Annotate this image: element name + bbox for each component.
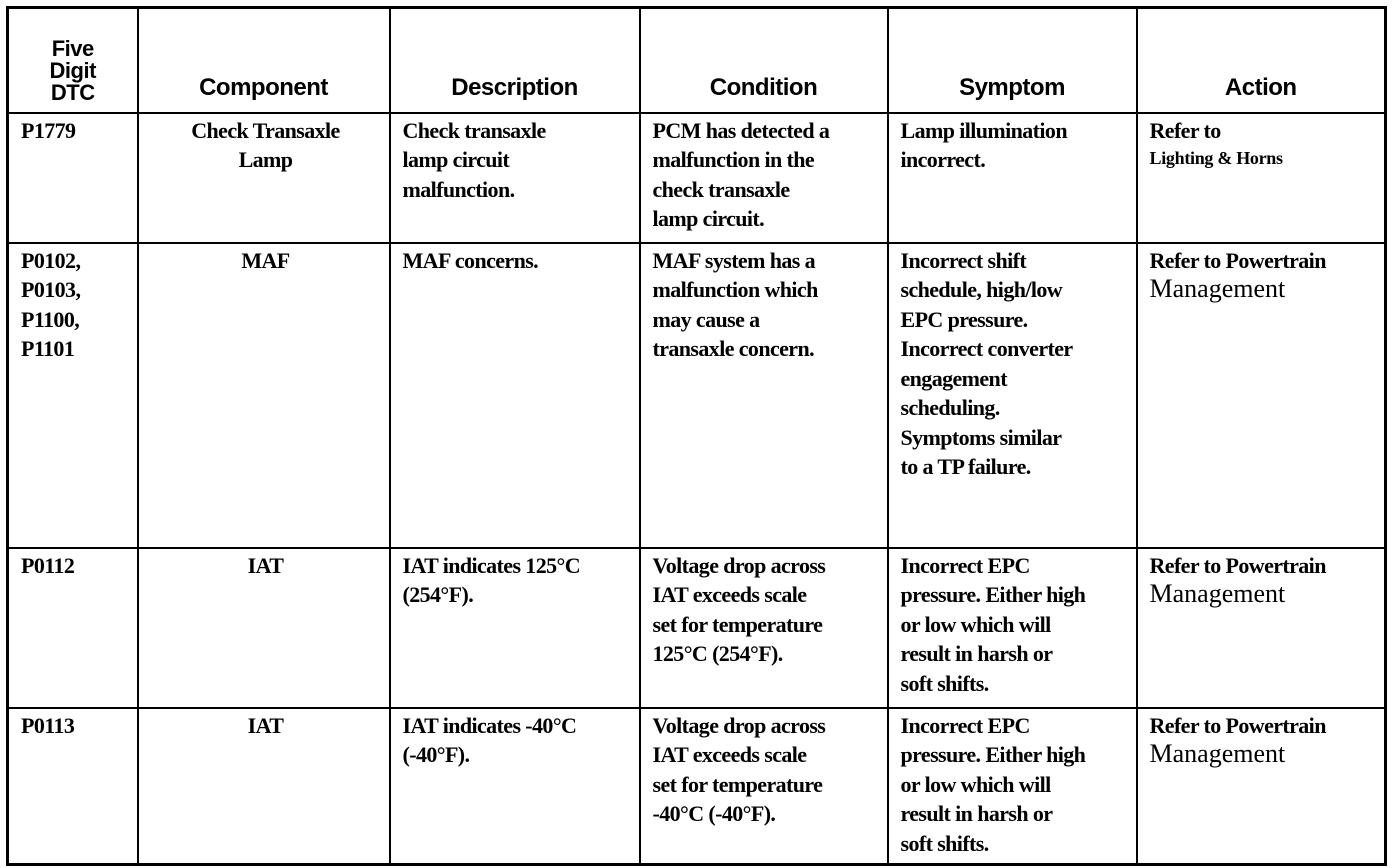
cell-dtc	[8, 708, 138, 865]
cell-condition-line: set for temperature	[652, 611, 823, 637]
cell-description	[390, 548, 640, 708]
cell-condition-line: set for temperature	[652, 771, 823, 797]
cell-symptom-line: pressure. Either high	[900, 742, 1086, 767]
cell-symptom-line: Incorrect EPC	[900, 552, 1030, 578]
cell-symptom-line: Incorrect converter	[900, 336, 1073, 361]
cell-symptom-line: or low which will	[900, 771, 1051, 797]
cell-symptom	[888, 243, 1137, 548]
action-text: Refer to	[1149, 117, 1221, 143]
cell-dtc-line: P0102,	[21, 247, 81, 273]
cell-dtc	[8, 243, 138, 548]
cell-description	[390, 708, 640, 865]
cell-symptom-line: scheduling.	[900, 395, 1000, 420]
action-reference: Lighting & Horns	[1149, 148, 1283, 168]
table-row	[8, 548, 1386, 708]
cell-symptom-line: soft shifts.	[900, 830, 989, 856]
cell-symptom-line: engagement	[900, 365, 1007, 391]
cell-symptom-line: pressure. Either high	[900, 582, 1086, 607]
cell-component-line: Lamp	[238, 147, 293, 172]
cell-description-line: malfunction.	[402, 176, 515, 202]
cell-condition-line: transaxle concern.	[652, 336, 814, 361]
cell-description	[390, 113, 640, 243]
cell-symptom-line: Incorrect EPC	[900, 712, 1030, 738]
cell-dtc	[8, 548, 138, 708]
cell-component-line: Check Transaxle	[191, 117, 340, 143]
cell-condition	[640, 708, 888, 865]
cell-component-line: IAT	[247, 552, 284, 578]
cell-component	[138, 113, 390, 243]
dtc-table	[6, 6, 1387, 866]
cell-symptom-line: Incorrect shift	[900, 247, 1027, 273]
cell-symptom-line: result in harsh or	[900, 801, 1053, 826]
cell-symptom-line: to a TP failure.	[900, 454, 1031, 479]
cell-condition-line: may cause a	[652, 306, 760, 332]
cell-action	[1137, 243, 1386, 548]
header-action: Action	[1137, 8, 1386, 113]
cell-symptom-line: or low which will	[900, 611, 1051, 637]
action-text: Refer to Powertrain	[1149, 247, 1326, 273]
table-body	[8, 113, 1386, 865]
action-text: Refer to Powertrain	[1149, 552, 1326, 578]
cell-condition-line: lamp circuit.	[652, 206, 765, 231]
cell-symptom-line: result in harsh or	[900, 641, 1053, 666]
cell-description-line: lamp circuit	[402, 147, 510, 172]
cell-action	[1137, 708, 1386, 865]
cell-condition-line: check transaxle	[652, 176, 790, 202]
cell-dtc-line: P0113	[21, 712, 75, 738]
cell-description-line: IAT indicates -40°C	[402, 712, 577, 738]
cell-symptom-line: Symptoms similar	[900, 424, 1062, 450]
cell-action	[1137, 113, 1386, 243]
cell-description-line: MAF concerns.	[402, 247, 539, 273]
cell-dtc-line: P1100,	[21, 306, 80, 332]
table-row	[8, 243, 1386, 548]
cell-description	[390, 243, 640, 548]
action-reference: Management	[1149, 579, 1286, 608]
cell-condition-line: malfunction in the	[652, 147, 815, 172]
cell-description-line: (-40°F).	[402, 742, 470, 767]
cell-description-line: IAT indicates 125°C	[402, 552, 580, 578]
header-dtc	[8, 8, 138, 113]
cell-component	[138, 708, 390, 865]
action-reference: Management	[1149, 274, 1286, 303]
cell-condition-line: IAT exceeds scale	[652, 742, 807, 767]
cell-dtc-line: P0103,	[21, 277, 81, 302]
header-symptom: Symptom	[888, 8, 1137, 113]
cell-symptom	[888, 708, 1137, 865]
action-reference: Management	[1149, 739, 1286, 768]
cell-condition-line: malfunction which	[652, 277, 818, 302]
header-dtc-line: Five	[51, 35, 94, 61]
table-row	[8, 113, 1386, 243]
header-dtc-line: DTC	[50, 79, 95, 105]
cell-symptom-line: schedule, high/low	[900, 277, 1063, 302]
cell-symptom	[888, 113, 1137, 243]
header-dtc-line: Digit	[49, 57, 96, 83]
cell-condition	[640, 243, 888, 548]
cell-component	[138, 243, 390, 548]
cell-condition-line: 125°C (254°F).	[652, 641, 783, 666]
cell-description-line: Check transaxle	[402, 117, 546, 143]
cell-symptom-line: soft shifts.	[900, 670, 989, 696]
cell-condition-line: Voltage drop across	[652, 552, 826, 578]
header-condition: Condition	[640, 8, 888, 113]
cell-action	[1137, 548, 1386, 708]
cell-condition-line: MAF system has a	[652, 247, 816, 273]
header-component: Component	[138, 8, 390, 113]
cell-symptom-line: Lamp illumination	[900, 117, 1067, 143]
header-row	[8, 8, 1386, 113]
cell-dtc-line: P1101	[21, 336, 75, 361]
header-description: Description	[390, 8, 640, 113]
cell-condition-line: -40°C (-40°F).	[652, 801, 776, 826]
cell-component-line: MAF	[241, 247, 290, 273]
cell-component-line: IAT	[247, 712, 284, 738]
cell-condition-line: IAT exceeds scale	[652, 582, 807, 607]
cell-dtc-line: P1779	[21, 117, 76, 143]
cell-condition	[640, 113, 888, 243]
action-text: Refer to Powertrain	[1149, 712, 1326, 738]
cell-condition-line: PCM has detected a	[652, 117, 830, 143]
cell-component	[138, 548, 390, 708]
cell-dtc	[8, 113, 138, 243]
cell-condition-line: Voltage drop across	[652, 712, 826, 738]
cell-symptom-line: incorrect.	[900, 147, 986, 172]
cell-symptom	[888, 548, 1137, 708]
cell-condition	[640, 548, 888, 708]
cell-symptom-line: EPC pressure.	[900, 306, 1028, 332]
cell-description-line: (254°F).	[402, 582, 474, 607]
cell-dtc-line: P0112	[21, 552, 75, 578]
table-row	[8, 708, 1386, 865]
